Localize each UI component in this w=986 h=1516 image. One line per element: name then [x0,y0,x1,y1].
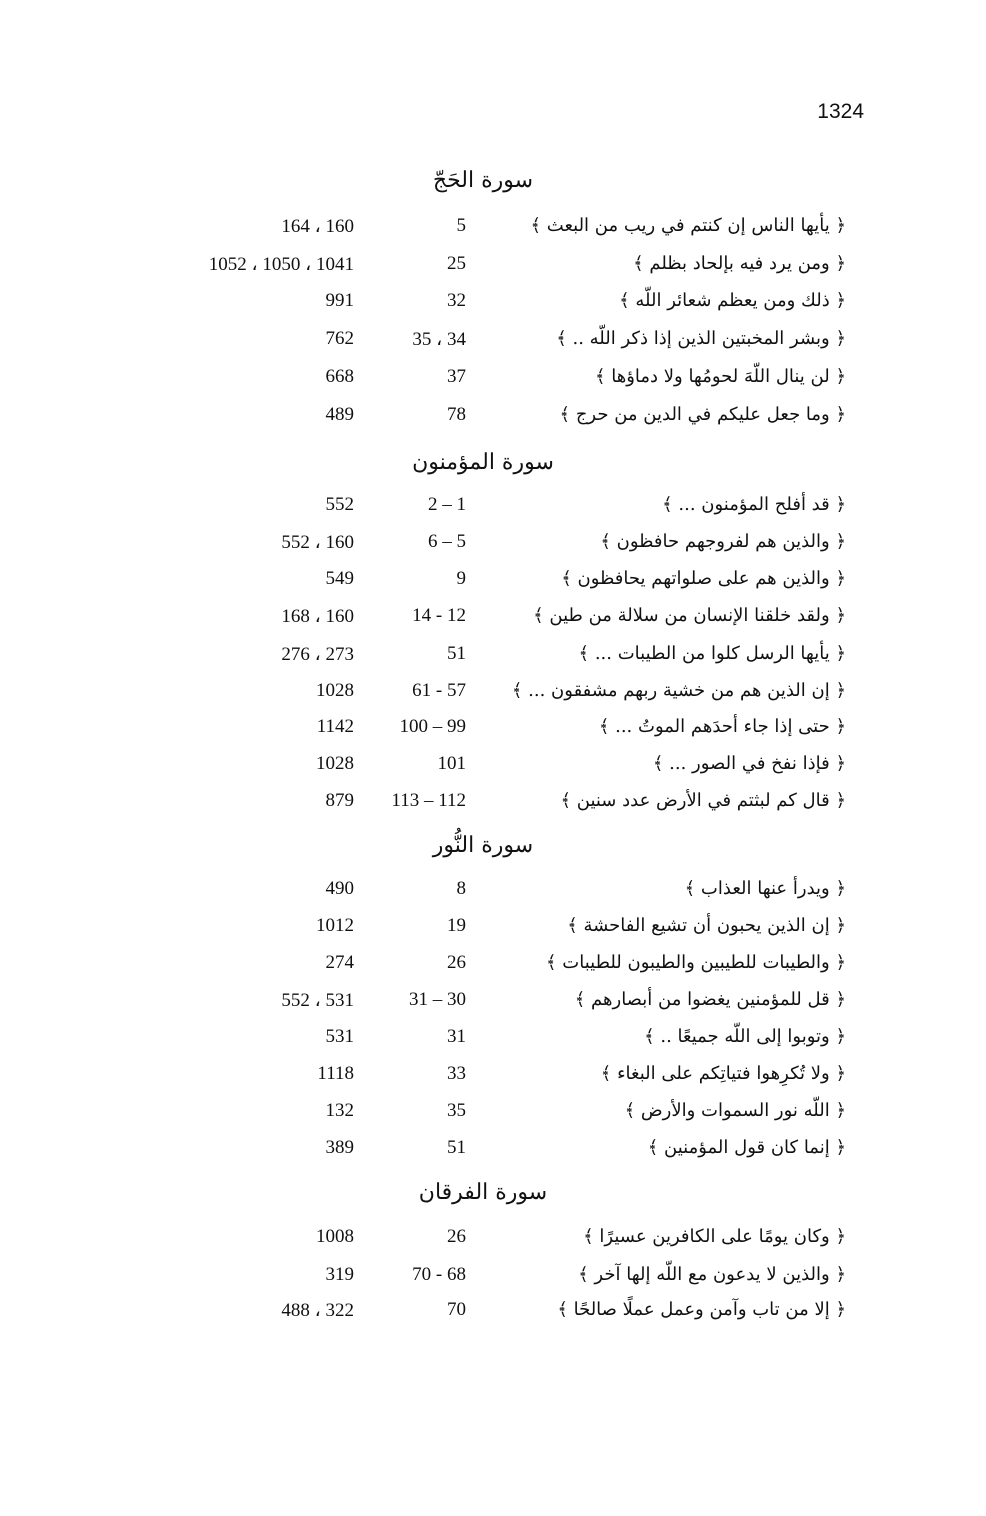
index-row [0,531,986,561]
verse-text: ﴿ قال كم لبثتم في الأرض عدد سنين ﴾ [560,790,846,811]
verse-text: ﴿ وبشر المخبتين الذين إذا ذكر اللّه .. ﴾ [556,328,846,349]
verse-text: ﴿ يأيها الناس إن كنتم في ريب من البعث ﴾ [530,215,846,236]
ayah-number: 51 [447,1137,466,1158]
page-refs: 389 [325,1137,354,1158]
index-row [0,568,986,598]
index-row [0,1137,986,1167]
ayah-number: 78 [447,404,466,425]
page-refs: 549 [325,568,354,589]
page-refs: 1052 ، 1050 ، 1041 [208,254,354,275]
index-row [0,290,986,320]
verse-text: ﴿ ولقد خلقنا الإنسان من سلالة من طين ﴾ [533,605,846,626]
page-refs: 274 [325,952,354,973]
verse-text: ﴿ ذلك ومن يعظم شعائر اللّه ﴾ [619,290,846,311]
verse-text: ﴿ حتى إذا جاء أحدَهم الموتُ ... ﴾ [598,716,846,737]
ayah-number: 31 – 30 [409,989,466,1010]
surah-title: سورة النُّور [432,833,534,858]
page-refs: 1028 [316,680,354,701]
page-refs: 490 [325,878,354,899]
page-refs: 1118 [317,1063,354,1084]
verse-text: ﴿ قد أفلح المؤمنون ... ﴾ [662,494,846,515]
page-number: 1324 [817,100,864,123]
page-refs: 552 [325,494,354,515]
index-row [0,1063,986,1093]
index-row [0,989,986,1019]
ayah-number: 8 [456,878,466,899]
page-refs: 762 [325,328,354,349]
ayah-number: 6 – 5 [428,531,466,552]
ayah-number: 32 [447,290,466,311]
ayah-number: 37 [447,366,466,387]
verse-text: ﴿ ومن يرد فيه بإلحاد بظلم ﴾ [633,253,846,274]
index-row [0,680,986,710]
index-row [0,215,986,245]
index-row [0,643,986,673]
index-row [0,253,986,283]
ayah-number: 51 [447,643,466,664]
index-row [0,952,986,982]
verse-text: ﴿ والطيبات للطيبين والطيبون للطيبات ﴾ [546,952,846,973]
ayah-number: 35 ، 34 [412,329,466,350]
page-refs: 168 ، 160 [281,606,354,627]
verse-text: ﴿ إلا من تاب وآمن وعمل عملًا صالحًا ﴾ [557,1299,846,1320]
index-row [0,1026,986,1056]
index-row [0,366,986,396]
verse-text: ﴿ إنما كان قول المؤمنين ﴾ [647,1137,846,1158]
surah-title: سورة الحَجّ [432,168,534,193]
page-refs: 1008 [316,1226,354,1247]
page-refs: 319 [325,1264,354,1285]
verse-text: ﴿ إن الذين يحبون أن تشيع الفاحشة ﴾ [567,915,846,936]
index-row [0,915,986,945]
verse-text: ﴿ ويدرأ عنها العذاب ﴾ [684,878,846,899]
page-refs: 276 ، 273 [281,644,354,665]
ayah-number: 33 [447,1063,466,1084]
page-refs: 1028 [316,753,354,774]
verse-text: ﴿ وتوبوا إلى اللّه جميعًا .. ﴾ [644,1026,846,1047]
page-refs: 164 ، 160 [281,216,354,237]
ayah-number: 70 [447,1299,466,1320]
page-refs: 489 [325,404,354,425]
ayah-number: 26 [447,952,466,973]
verse-text: ﴿ فإذا نفخ في الصور ... ﴾ [652,753,846,774]
verse-text: ﴿ يأيها الرسل كلوا من الطيبات ... ﴾ [578,643,846,664]
ayah-number: 31 [447,1026,466,1047]
ayah-number: 35 [447,1100,466,1121]
ayah-number: 25 [447,253,466,274]
page-refs: 552 ، 531 [281,990,354,1011]
index-row [0,494,986,524]
surah-title: سورة الفرقان [418,1180,548,1205]
index-row [0,1299,986,1329]
ayah-number: 101 [437,753,466,774]
page-refs: 552 ، 160 [281,532,354,553]
verse-text: ﴿ وكان يومًا على الكافرين عسيرًا ﴾ [583,1226,846,1247]
verse-text: ﴿ والذين لا يدعون مع اللّه إلها آخر ﴾ [578,1264,846,1285]
verse-text: ﴿ وما جعل عليكم في الدين من حرج ﴾ [559,404,846,425]
verse-text: ﴿ إن الذين هم من خشية ربهم مشفقون ... ﴾ [511,680,846,701]
ayah-number: 26 [447,1226,466,1247]
index-row [0,1100,986,1130]
index-row [0,790,986,820]
verse-text: ﴿ والذين هم لفروجهم حافظون ﴾ [600,531,846,552]
page-refs: 1012 [316,915,354,936]
page-refs: 879 [325,790,354,811]
index-row [0,753,986,783]
verse-text: ﴿ اللّه نور السموات والأرض ﴾ [624,1100,846,1121]
index-row [0,716,986,746]
surah-title: سورة المؤمنون [412,450,554,475]
ayah-number: 100 – 99 [399,716,466,737]
verse-text: ﴿ لن ينال اللّهَ لحومُها ولا دماؤها ﴾ [594,366,846,387]
ayah-number: 113 – 112 [391,790,466,811]
verse-text: ﴿ والذين هم على صلواتهم يحافظون ﴾ [561,568,846,589]
page-refs: 991 [325,290,354,311]
ayah-number: 5 [456,215,466,236]
index-row [0,878,986,908]
ayah-number: 61 - 57 [412,680,466,701]
page-refs: 668 [325,366,354,387]
page-refs: 488 ، 322 [281,1300,354,1321]
ayah-number: 70 - 68 [412,1264,466,1285]
verse-text: ﴿ ولا تُكرِهوا فتياتِكم على البغاء ﴾ [600,1063,846,1084]
verse-text: ﴿ قل للمؤمنين يغضوا من أبصارهم ﴾ [574,989,846,1010]
page-refs: 132 [325,1100,354,1121]
ayah-number: 14 - 12 [412,605,466,626]
ayah-number: 2 – 1 [428,494,466,515]
index-row [0,1264,986,1294]
index-row [0,605,986,635]
ayah-number: 9 [456,568,466,589]
ayah-number: 19 [447,915,466,936]
page-refs: 531 [325,1026,354,1047]
index-row [0,404,986,434]
index-row [0,1226,986,1256]
index-row [0,328,986,358]
page-refs: 1142 [316,716,354,737]
